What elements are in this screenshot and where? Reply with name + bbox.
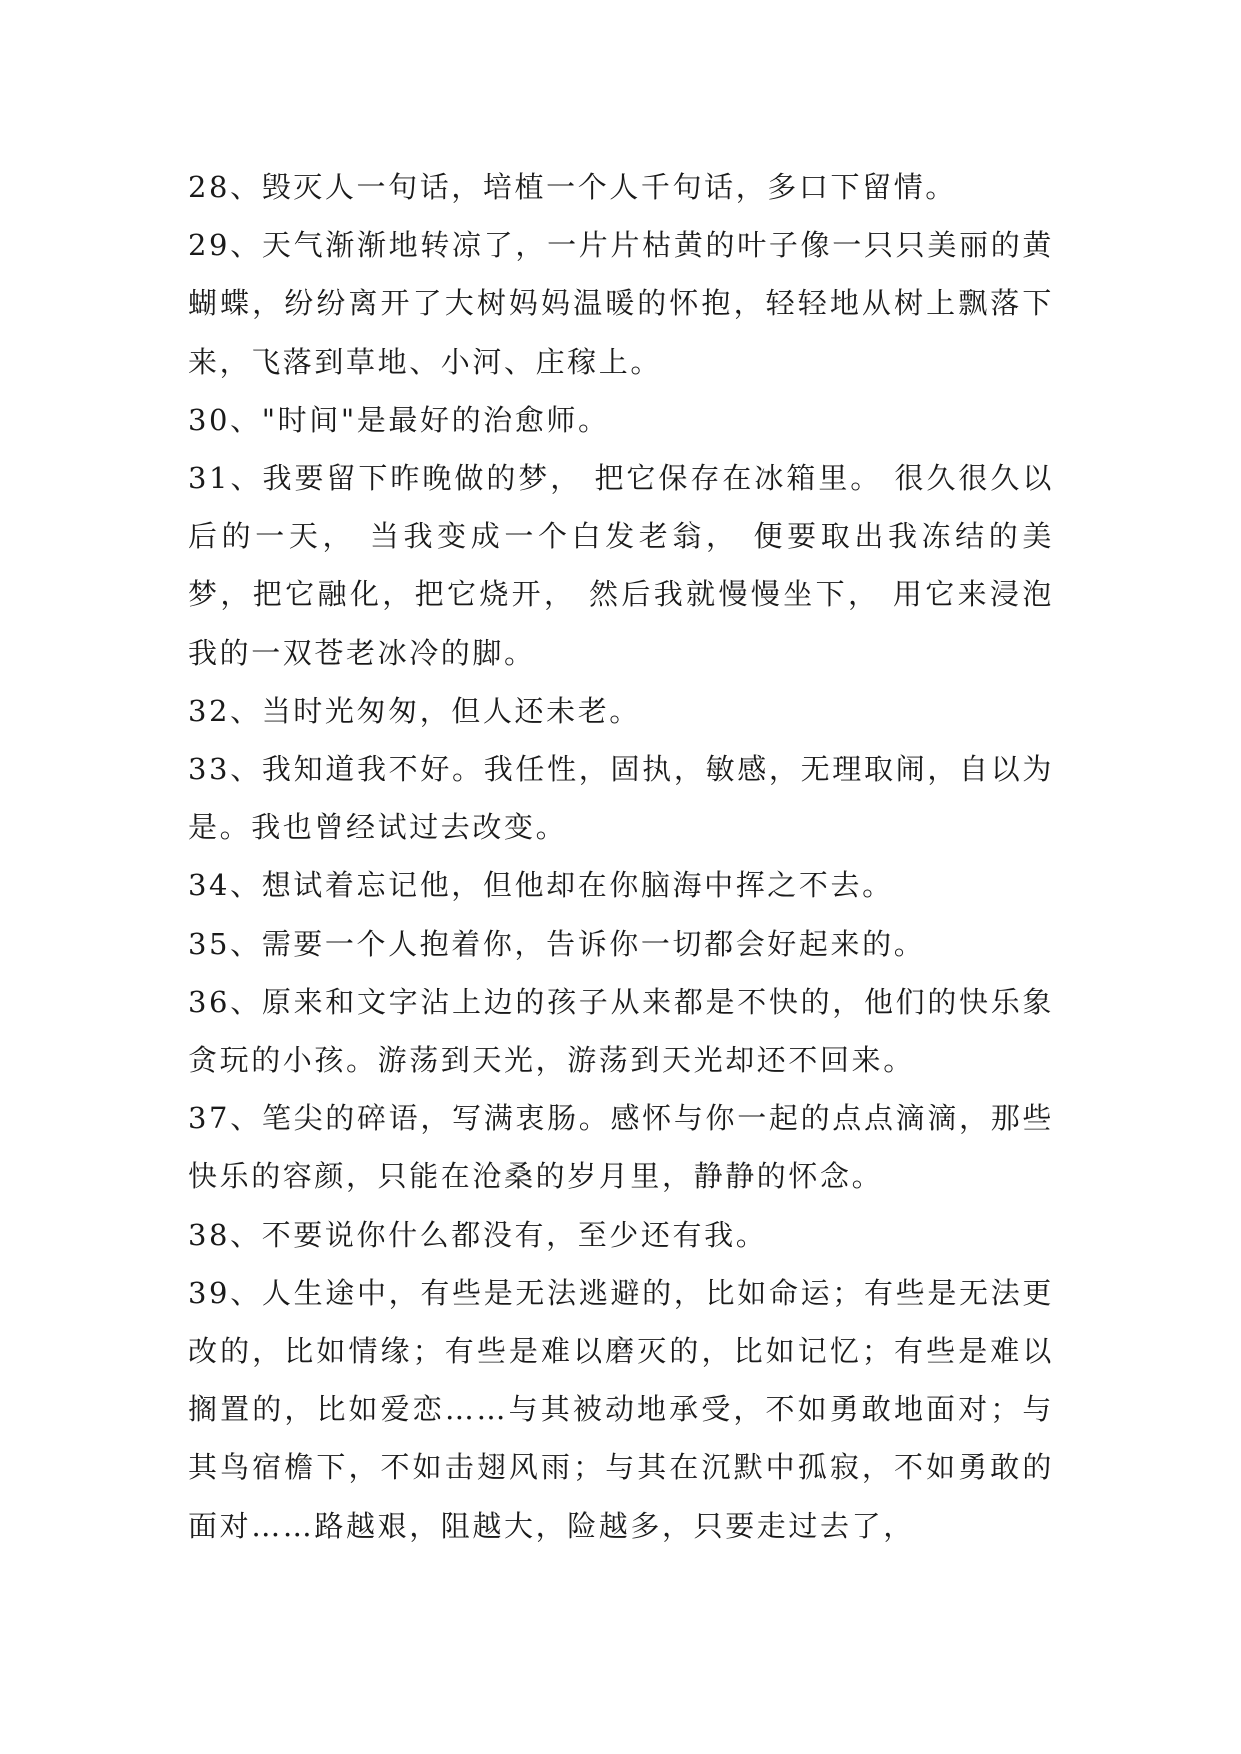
entry-28: 28、毁灭人一句话，培植一个人千句话，多口下留情。 <box>188 170 957 204</box>
entry-36: 36、原来和文字沾上边的孩子从来都是不快的，他们的快乐象贪玩的小孩。游荡到天光，游荡到天光却还不回来。 <box>188 984 1054 1078</box>
document-body <box>188 158 1054 1555</box>
entry-39: 39、人生途中，有些是无法逃避的，比如命运；有些是无法更改的，比如情缘；有些是难以磨灭的，比如记忆；有些是难以搁置的，比如爱恋……与其被动地承受，不如勇敢地面对；与其鸟宿檐下，不如击翅风雨；与其在沉默中孤寂，不如勇敢的面对……路越艰，阻越大，险越多，只要走过去了， <box>188 1275 1054 1543</box>
entry-32: 32、当时光匆匆，但人还未老。 <box>188 693 641 728</box>
entry-33: 33、我知道我不好。我任性，固执，敏感，无理取闹，自以为是。我也曾经试过去改变。 <box>188 752 1054 845</box>
entry-35: 35、需要一个人抱着你，告诉你一切都会好起来的。 <box>188 926 926 961</box>
entry-29: 29、天气渐渐地转凉了，一片片枯黄的叶子像一只只美丽的黄蝴蝶，纷纷离开了大树妈妈温暖的怀抱，轻轻地从树上飘落下来，飞落到草地、小河、庄稼上。 <box>188 228 1054 379</box>
entry-34: 34、想试着忘记他，但他却在你脑海中挥之不去。 <box>188 868 894 903</box>
entry-30: 30、"时间"是最好的治愈师。 <box>188 402 610 437</box>
entry-38: 38、不要说你什么都没有，至少还有我。 <box>188 1217 768 1252</box>
entry-37: 37、笔尖的碎语，写满衷肠。感怀与你一起的点点滴滴，那些快乐的容颜，只能在沧桑的岁月里，静静的怀念。 <box>188 1101 1054 1194</box>
entry-31: 31、我要留下昨晚做的梦， 把它保存在冰箱里。 很久很久以后的一天， 当我变成一个白发老翁， 便要取出我冻结的美梦，把它融化，把它烧开， 然后我就慢慢坐下， 用它来浸泡我的一双苍老冰冷的脚。 <box>188 461 1054 670</box>
